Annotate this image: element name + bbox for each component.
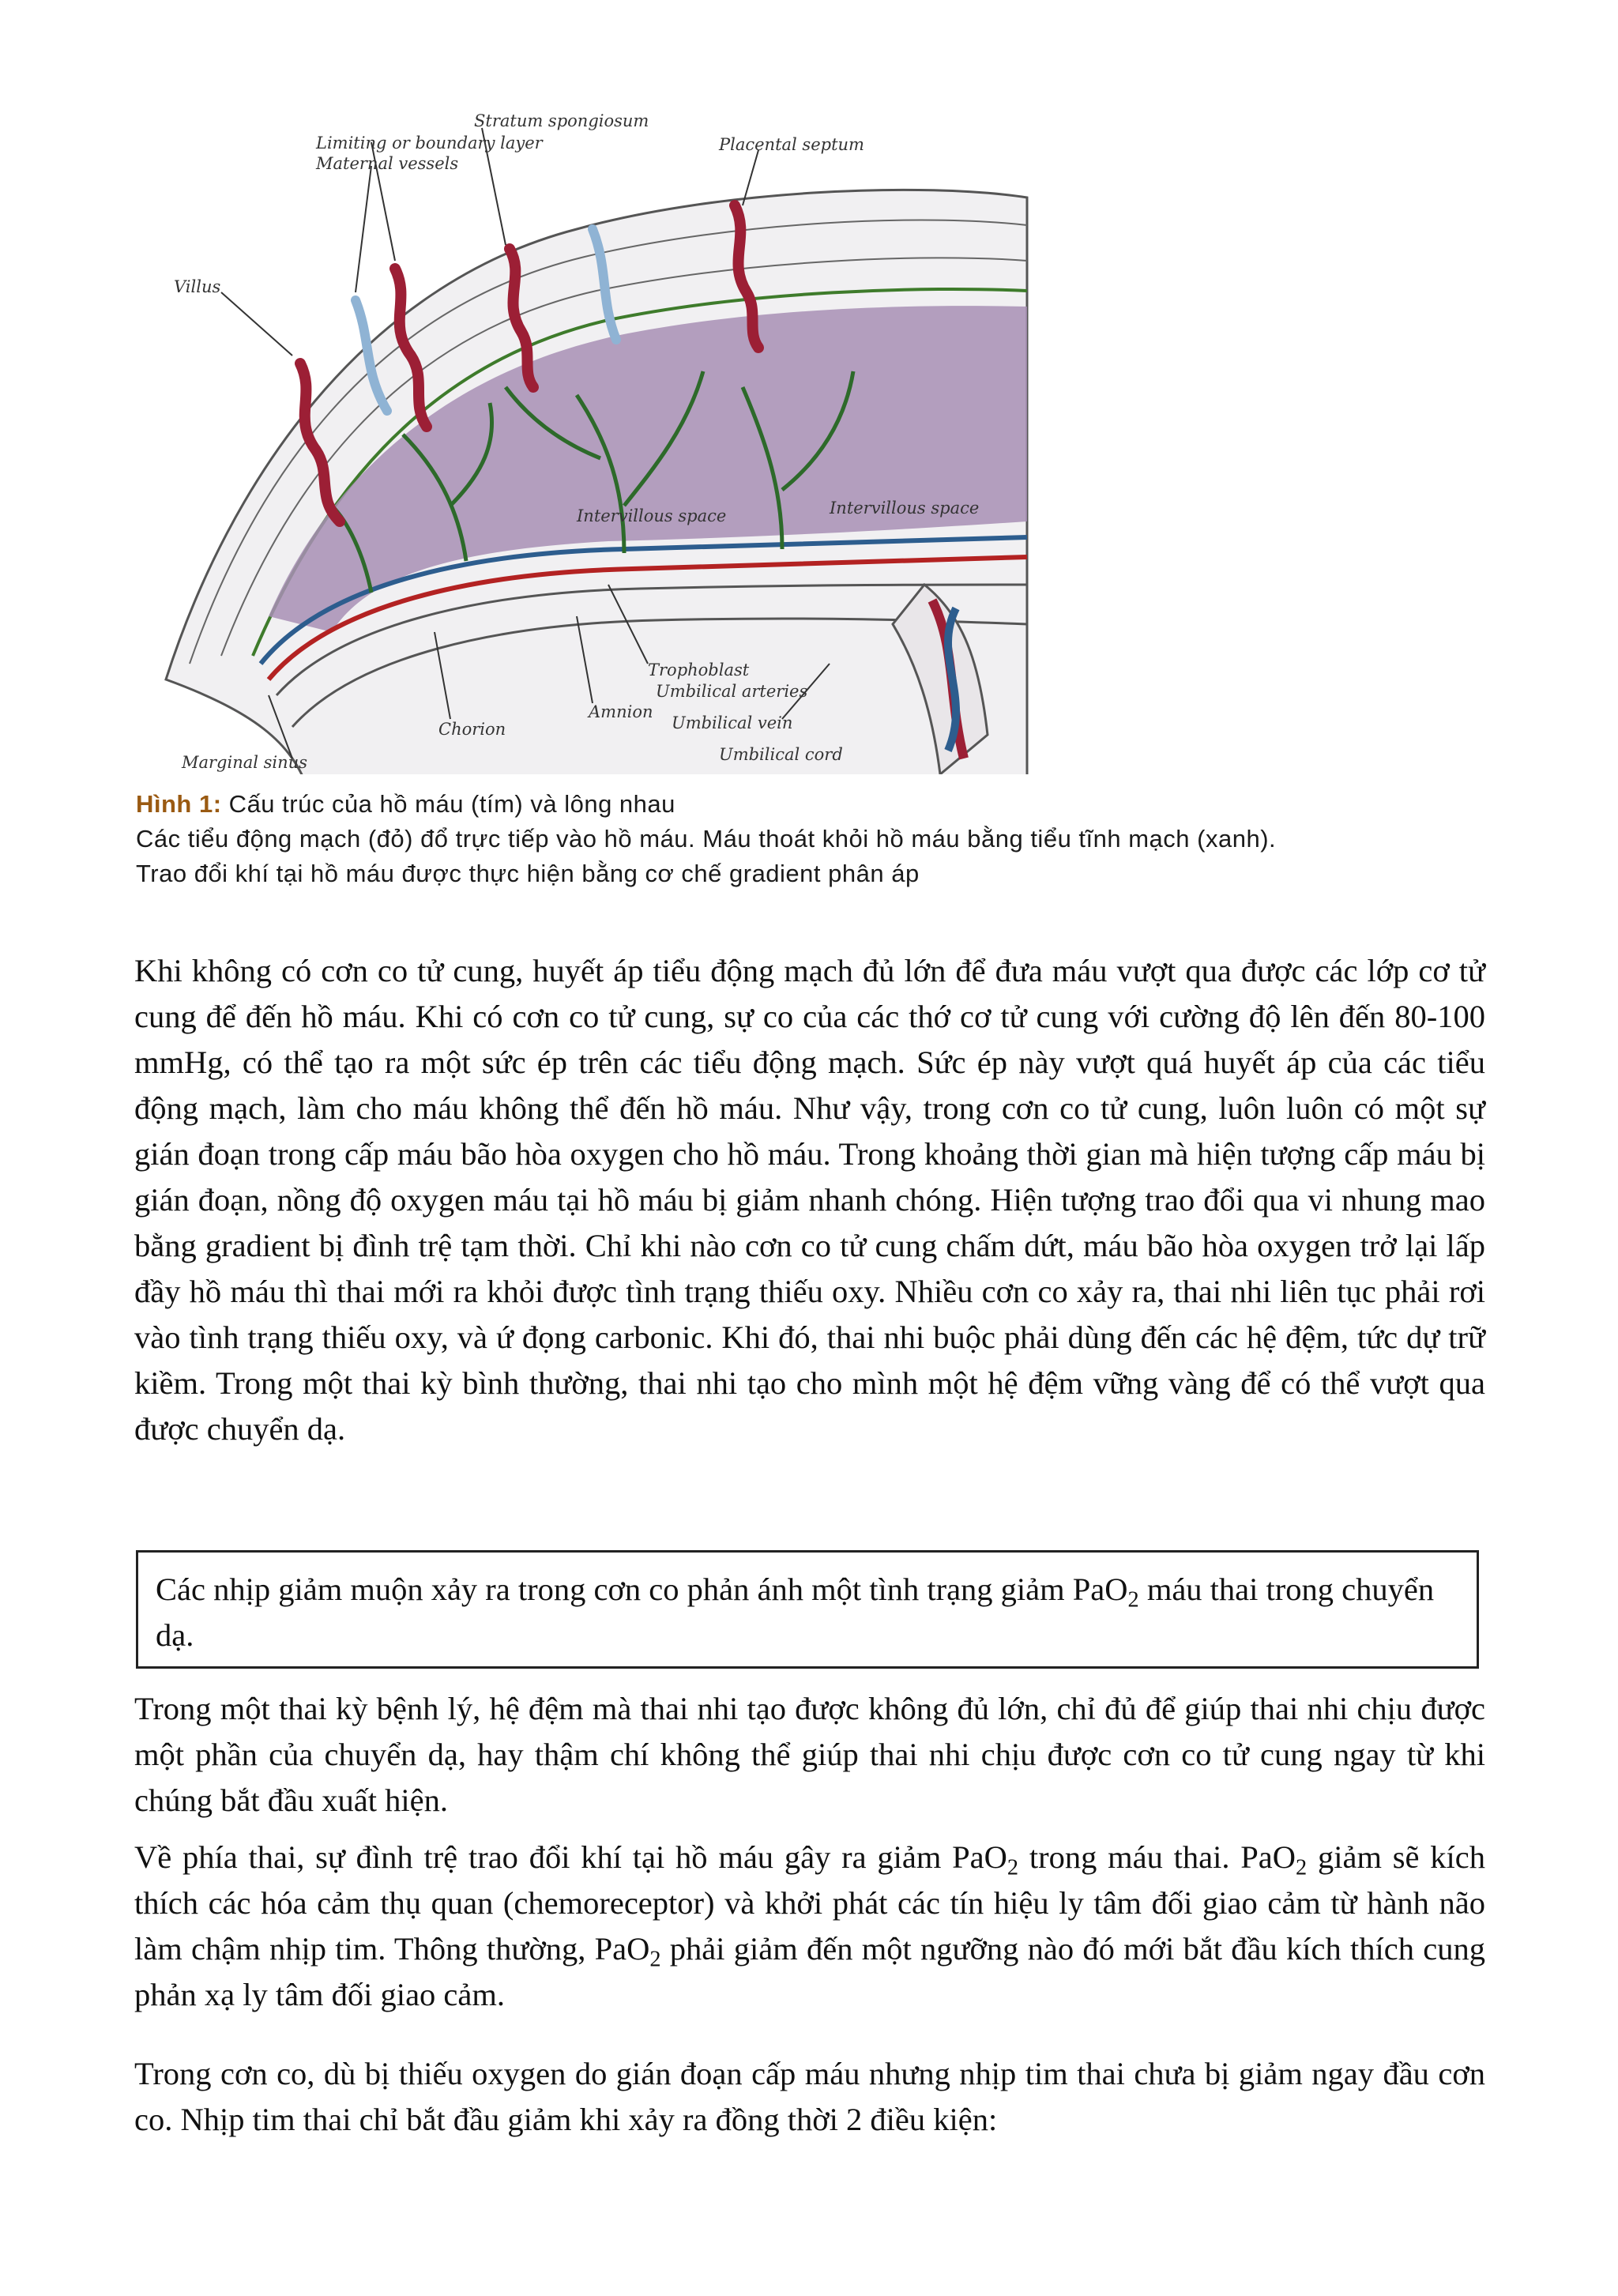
figure-caption bbox=[136, 787, 1495, 891]
label-stratum-spongiosum: Stratum spongiosum bbox=[474, 111, 649, 130]
paragraph-3 bbox=[134, 1835, 1485, 2018]
label-amnion: Amnion bbox=[589, 702, 653, 721]
label-umbilical-vein: Umbilical vein bbox=[672, 713, 793, 732]
caption-line-2: Các tiểu động mạch (đỏ) đổ trực tiếp vào hồ máu. Máu thoát khỏi hồ máu bằng tiểu tĩnh mạch (xanh). bbox=[136, 825, 1277, 853]
caption-line-3: Trao đổi khí tại hồ máu được thực hiện bằng cơ chế gradient phân áp bbox=[136, 860, 920, 887]
placenta-diagram bbox=[134, 111, 1051, 774]
paragraph-3-d: phải giảm đến một ngưỡng nào đó mới bắt đầu kích thích cung phản xạ ly tâm đối giao cảm. bbox=[134, 1931, 1485, 2012]
subscript-2: 2 bbox=[1296, 1855, 1308, 1880]
label-umbilical-cord: Umbilical cord bbox=[719, 745, 843, 764]
callout-box bbox=[136, 1550, 1479, 1669]
paragraph-3-a: Về phía thai, sự đình trệ trao đổi khí tại hồ máu gây ra giảm PaO bbox=[134, 1839, 1007, 1875]
label-intervillous-space-right: Intervillous space bbox=[830, 499, 980, 518]
subscript-2: 2 bbox=[649, 1947, 661, 1972]
paragraph-1: Khi không có cơn co tử cung, huyết áp tiểu động mạch đủ lớn để đưa máu vượt qua được các lớp cơ tử cung để đến hồ máu. Khi có cơn co tử cung, sự co của các thớ cơ tử cung với cường độ lên đến 80-100 mmHg, có thể tạo ra một sức ép trên các tiểu động mạch. Sức ép này vượt quá huyết áp của các tiểu động mạch, làm cho máu không thể đến hồ máu. Như vậy, trong cơn co tử cung, luôn luôn có một sự gián đoạn trong cấp máu bão hòa oxygen cho hồ máu. Trong khoảng thời gian mà hiện tượng cấp máu bị gián đoạn, nồng độ oxygen máu tại hồ máu bị giảm nhanh chóng. Hiện tượng trao đổi qua vi nhung mao bằng gradient bị đình trệ tạm thời. Chỉ khi nào cơn co tử cung chấm dứt, máu bão hòa oxygen trở lại lấp đầy hồ máu thì thai mới ra khỏi được tình trạng thiếu oxy. Nhiều cơn co xảy ra, thai nhi liên tục phải rơi vào tình trạng thiếu oxy, và ứ đọng carbonic. Khi đó, thai nhi buộc phải dùng đến các hệ đệm, tức dự trữ kiềm. Trong một thai kỳ bình thường, thai nhi tạo cho mình một hệ đệm vững vàng để có thể vượt qua được chuyển dạ. bbox=[134, 953, 1485, 1447]
subscript-2: 2 bbox=[1127, 1587, 1139, 1613]
caption-prefix: Hình 1: bbox=[136, 790, 222, 818]
paragraph-3-c: giảm sẽ kích thích các hóa cảm thụ quan (chemoreceptor) và khởi phát các tín hiệu ly tâm đối giao cảm từ hành não làm chậm nhịp tim. Thông thường, PaO bbox=[134, 1839, 1485, 1967]
paragraph-3-b: trong máu thai. PaO bbox=[1018, 1839, 1296, 1875]
label-chorion: Chorion bbox=[438, 720, 506, 739]
label-intervillous-space-left: Intervillous space bbox=[577, 506, 727, 525]
paragraph-2: Trong một thai kỳ bệnh lý, hệ đệm mà thai nhi tạo được không đủ lớn, chỉ đủ để giúp thai nhi chịu được một phần của chuyển dạ, hay thậm chí không thể giúp thai nhi chịu được cơn co tử cung ngay từ khi chúng bắt đầu xuất hiện. bbox=[134, 1691, 1485, 1818]
caption-title: Cấu trúc của hồ máu (tím) và lông nhau bbox=[221, 790, 675, 818]
subscript-2: 2 bbox=[1007, 1855, 1019, 1880]
label-villus: Villus bbox=[174, 277, 221, 296]
label-trophoblast: Trophoblast bbox=[648, 661, 750, 679]
paragraph-4: Trong cơn co, dù bị thiếu oxygen do gián đoạn cấp máu nhưng nhịp tim thai chưa bị giảm ngay đầu cơn co. Nhịp tim thai chỉ bắt đầu giảm khi xảy ra đồng thời 2 điều kiện: bbox=[134, 2056, 1485, 2137]
label-maternal-vessels: Maternal vessels bbox=[316, 154, 459, 173]
label-placental-septum: Placental septum bbox=[719, 135, 864, 154]
callout-text-a: Các nhịp giảm muộn xảy ra trong cơn co phản ánh một tình trạng giảm PaO bbox=[156, 1571, 1128, 1607]
label-limiting-layer: Limiting or boundary layer bbox=[316, 134, 543, 152]
label-umbilical-arteries: Umbilical arteries bbox=[656, 682, 808, 701]
callout-text-b: máu thai trong chuyển dạ. bbox=[156, 1571, 1435, 1653]
label-marginal-sinus: Marginal sinus bbox=[182, 753, 307, 772]
caption-title-line bbox=[136, 787, 1495, 822]
